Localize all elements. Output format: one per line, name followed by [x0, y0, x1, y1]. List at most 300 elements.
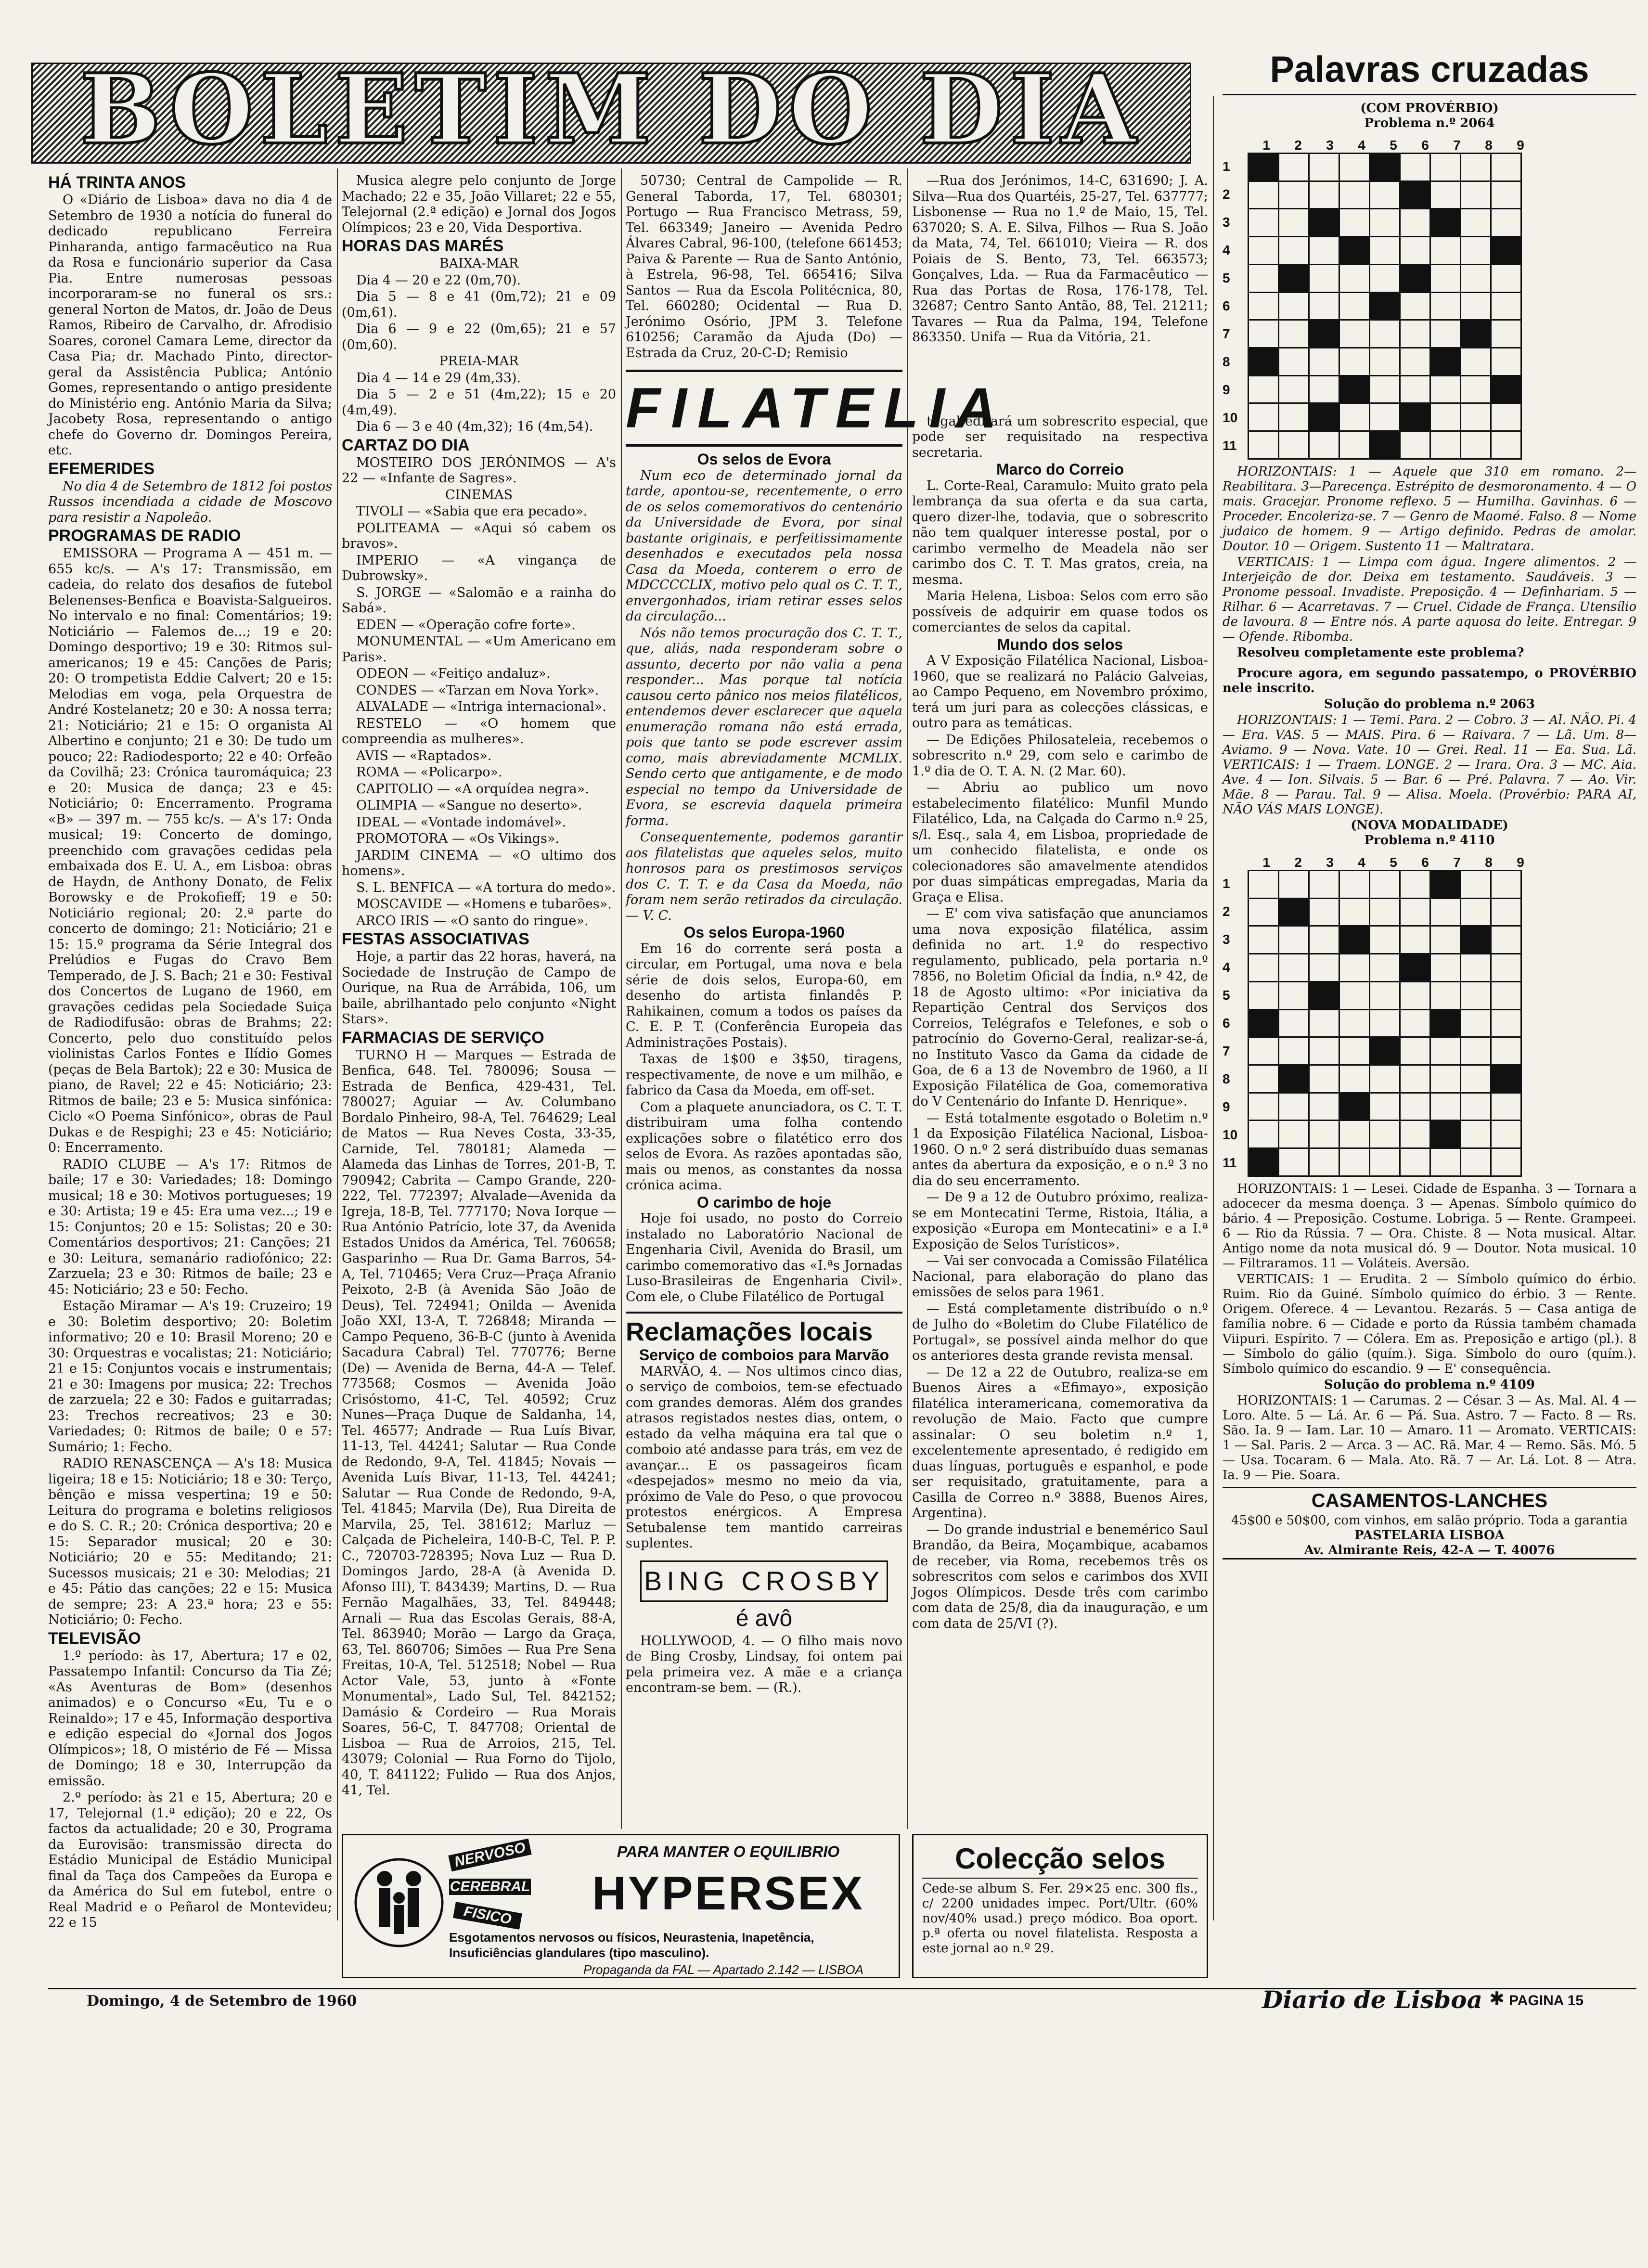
- column-rule: [621, 168, 622, 1829]
- grid-cell: [1279, 1065, 1309, 1093]
- grid-cell: [1461, 320, 1491, 348]
- grid-cell: [1430, 1148, 1461, 1176]
- grid-cell: [1491, 154, 1521, 181]
- grid-cell: [1430, 898, 1461, 926]
- grid-column-number: 4: [1358, 138, 1365, 153]
- grid-cell: [1279, 1121, 1309, 1148]
- grid-cell: [1491, 403, 1521, 431]
- grid-cell: [1370, 1121, 1400, 1148]
- masthead-banner: [31, 53, 1191, 166]
- grid-cell: [1430, 292, 1461, 320]
- grid-cell: [1370, 898, 1400, 926]
- grid-row-number: 10: [1223, 410, 1238, 425]
- section-heading: EFEMERIDES: [48, 459, 155, 478]
- grid-row-number: 1: [1223, 876, 1230, 891]
- article-paragraph: HOLLYWOOD, 4. — O filho mais novo de Bing Crosby, Lindsay, foi ontem pai pela primeira vez. A mãe e a criança encontram-se bem. — (R.).: [626, 1633, 902, 1695]
- grid-cell: [1370, 981, 1400, 1009]
- grid-cell: [1491, 181, 1521, 209]
- grid-cell: [1430, 1009, 1461, 1037]
- grid-cell: [1309, 1065, 1339, 1093]
- grid-cell: [1309, 1037, 1339, 1065]
- crossword-heading: Palavras cruzadas: [1270, 49, 1589, 90]
- grid-cell: [1279, 1093, 1309, 1121]
- listing-item: RESTELO — «O homem que compreendia as mulheres».: [342, 716, 616, 747]
- grid-cell: [1370, 209, 1400, 237]
- section-heading: Serviço de comboios para Marvão: [639, 1346, 889, 1364]
- grid-cell: [1279, 209, 1309, 237]
- heading-rule: [1223, 94, 1636, 95]
- grid-cell: [1249, 209, 1279, 237]
- grid-row-number: 7: [1223, 326, 1230, 341]
- grid-cell: [1461, 1065, 1491, 1093]
- grid-cell: [1279, 1009, 1309, 1037]
- grid-cell: [1309, 898, 1339, 926]
- grid-cell: [1339, 264, 1370, 292]
- article-paragraph: — De 9 a 12 de Outubro próximo, realiza-se em Montecatini Terme, Ristoia, Itália, a exposição «Europa em Montecatini» e a I.ª Exposição de Selos Turísticos».: [912, 1190, 1208, 1252]
- grid-cell: [1491, 981, 1521, 1009]
- grid-cell: [1400, 403, 1430, 431]
- section-heading: CARTAZ DO DIA: [342, 436, 470, 454]
- grid-row-number: 6: [1223, 298, 1230, 313]
- grid-cell: [1339, 926, 1370, 954]
- cinema-subheading: CINEMAS: [445, 487, 513, 503]
- grid-cell: [1400, 154, 1430, 181]
- grid-cell: [1430, 181, 1461, 209]
- grid-column-number: 3: [1326, 855, 1334, 870]
- grid-cell: [1400, 375, 1430, 403]
- grid-cell: [1309, 1009, 1339, 1037]
- crossword-problem-number: Problema n.º 4110: [1364, 833, 1495, 848]
- grid-cell: [1339, 431, 1370, 459]
- grid-cell: [1370, 403, 1400, 431]
- grid-cell: [1339, 1009, 1370, 1037]
- grid-column-number: 9: [1517, 138, 1524, 153]
- grid-cell: [1491, 375, 1521, 403]
- section-heading: HORAS DAS MARÉS: [342, 237, 504, 255]
- tide-line: Dia 6 — 3 e 40 (4m,32); 16 (4m,54).: [356, 419, 593, 434]
- footer-page-number: PAGINA 15: [1509, 1993, 1584, 2009]
- grid-cell: [1400, 898, 1430, 926]
- grid-cell: [1400, 237, 1430, 265]
- grid-cell: [1309, 431, 1339, 459]
- crossword-subtitle: (NOVA MODALIDADE): [1351, 818, 1508, 833]
- article-paragraph: tugal editará um sobrescrito especial, que pode ser requisitado na respectiva secretaria.: [912, 413, 1208, 460]
- grid-cell: [1249, 1093, 1279, 1121]
- section-heading: Mundo dos selos: [997, 635, 1123, 653]
- grid-cell: [1309, 264, 1339, 292]
- grid-cell: [1249, 898, 1279, 926]
- crossword-grid-2: [1223, 855, 1636, 1177]
- listing-item: ROMA — «Policarpo».: [356, 765, 502, 780]
- grid-cell: [1249, 431, 1279, 459]
- tide-subheading: BAIXA-MAR: [439, 256, 519, 271]
- grid-row-number: 2: [1223, 904, 1230, 919]
- article-paragraph: Taxas de 1$00 e 3$50, tiragens, respectivamente, de nove e um milhão, e fabrico da Casa da Moeda, em off-set.: [626, 1052, 902, 1098]
- grid-cell: [1370, 264, 1400, 292]
- grid-cell: [1430, 1065, 1461, 1093]
- section-heading: TELEVISÃO: [48, 1629, 141, 1648]
- grid-cell: [1491, 1009, 1521, 1037]
- grid-cell: [1370, 237, 1400, 265]
- grid-cell: [1430, 264, 1461, 292]
- grid-cell: [1279, 431, 1309, 459]
- grid-cell: [1370, 375, 1400, 403]
- crossword-grid-1: [1223, 138, 1636, 460]
- grid-column-number: 1: [1262, 855, 1270, 870]
- casamentos-text: 45$00 e 50$00, com vinhos, em salão próprio. Toda a garantia: [1231, 1513, 1628, 1528]
- grid-cell: [1461, 181, 1491, 209]
- section-heading: HÁ TRINTA ANOS: [48, 173, 186, 192]
- bing-crosby-heading: BING CROSBY: [640, 1560, 888, 1602]
- grid-cell: [1370, 1093, 1400, 1121]
- hypersex-ad: [342, 1834, 900, 1978]
- grid-cell: [1461, 981, 1491, 1009]
- tide-line: Dia 4 — 14 e 29 (4m,33).: [356, 370, 521, 386]
- article-paragraph: — Vai ser convocada a Comissão Filatélica Nacional, para elaboração do plano das emissões de selos para 1961.: [912, 1253, 1208, 1300]
- listing-item: MONUMENTAL — «Um Americano em Paris».: [342, 634, 616, 665]
- grid-cell: [1461, 926, 1491, 954]
- grid-cell: [1309, 1093, 1339, 1121]
- grid-cell: [1339, 403, 1370, 431]
- grid-column-number: 1: [1262, 138, 1270, 153]
- article-paragraph: Com a plaquete anunciadora, os C. T. T. distribuiram uma folha contendo explicações sobre o filatético erro dos selos de Evora. As razões apontadas são, mais ou menos, as constantes da nossa crónica acima.: [626, 1099, 902, 1193]
- grid-cell: [1370, 1009, 1400, 1037]
- grid-cell: [1249, 1037, 1279, 1065]
- grid-cell: [1461, 154, 1491, 181]
- grid-cell: [1461, 264, 1491, 292]
- grid-row-number: 4: [1223, 243, 1230, 258]
- clues-paragraph: HORIZONTAIS: 1 — Aquele que 310 em romano. 2—Reabilitara. 3—Parecença. Estrépito de desmoronamento. 4 — O mais. Gracejar. Pronome reflexo. 5 — Humilha. Gavinhas. 6 — Proceder. Encoleriza-se. 7 — Genro de Maomé. Falso. 8 — Nome judaico de homem. 9 — Artigo definido. Pedras de amolar. Doutor. 10 — Origem. Sustento 11 — Maltratara.: [1223, 464, 1636, 554]
- article-paragraph: 50730; Central de Campolide — R. General Taborda, 17, Tel. 680301; Portugo — Rua Francisco Metrass, 59, Tel. 663349; Janeiro — Avenida Pedro Álvares Cabral, 96-100, (telefone 661453; Paiva & Parente — Rua de Santo António, à Estrela, 96-98, Tel. 665416; Silva Santos — Rua da Escola Politécnica, 80, Tel. 660280; Ocidental — Rua D. Jerónimo Osório, JPM 3. Telefone 610256; Caramão da Ajuda (Do) — Estrada da Cruz, 20-C-D; Remisio: [626, 173, 902, 361]
- column-4: [912, 173, 1208, 1829]
- crossword-column: [1223, 101, 1636, 1920]
- crossword-question: Resolveu completamente este problema?: [1237, 645, 1524, 660]
- solution-title: Solução do problema n.º 4109: [1324, 1378, 1535, 1392]
- tide-line: Dia 6 — 9 e 22 (0m,65); 21 e 57 (0m,60).: [342, 322, 616, 352]
- grid-row-number: 8: [1223, 354, 1230, 369]
- filatelia-banner: FILATELIA: [626, 370, 902, 447]
- reclamacoes-heading: Reclamações locais: [626, 1312, 902, 1347]
- article-paragraph: Num eco de determinado jornal da tarde, apontou-se, recentemente, o erro de os selos comemorativos do centenário da Universidade de Evora, por sinal bastante originais, e perfeitissimamente desenhados e executados pela nossa Casa da Moeda, conterem o erro de MDCCCCLIX, motivo pelo qual os C. T. T., envergonhados, iriam retirar esses selos da circulação...: [626, 468, 902, 624]
- grid-cell: [1461, 375, 1491, 403]
- grid-cell: [1461, 1093, 1491, 1121]
- article-paragraph: — Está completamente distribuído o n.º de Julho do «Boletim do Clube Filatélico de Portugal», se possível ainda melhor do que os anteriores desta grande revista mensal.: [912, 1301, 1208, 1363]
- grid-column-number: 5: [1390, 855, 1397, 870]
- grid-cell: [1279, 264, 1309, 292]
- grid-cell: [1461, 954, 1491, 982]
- grid-cell: [1309, 954, 1339, 982]
- footer-paper-name: Diario de Lisboa: [1262, 1985, 1482, 2014]
- grid-cell: [1370, 292, 1400, 320]
- section-heading: Os selos Europa-1960: [683, 924, 845, 941]
- section-heading: Marco do Correio: [996, 461, 1124, 478]
- coleccao-selos-ad: [912, 1834, 1208, 1978]
- solution-title: Solução do problema n.º 2063: [1324, 697, 1535, 711]
- grid-column-number: 3: [1326, 138, 1334, 153]
- footer-star: ✱: [1489, 1988, 1505, 2009]
- section-heading: FARMACIAS DE SERVIÇO: [342, 1028, 544, 1047]
- grid-cell: [1279, 403, 1309, 431]
- article-paragraph: RADIO CLUBE — A's 17: Ritmos de baile; 17 e 30: Variedades; 18: Domingo musical; 18 e 30: Motivos portugueses; 19 e 30: Artista; 19 e 45: Era uma vez...; 19 e 15: Conjuntos; 20 e 15: Solistas; 20 e 30: Comentários desportivos; 21: Canções; 21 e 30: Leitura, semanário radiofónico; 22: Zarzuela; 23 e 30: Ritmos de baile; 23 e 45: Noticiário; 23 e 50: Fecho.: [48, 1157, 332, 1297]
- grid-column-number: 6: [1421, 855, 1429, 870]
- article-paragraph: L. Corte-Real, Caramulo: Muito grato pela lembrança da sua oferta e da sua carta, quero dizer-lhe, todavia, que o sobrescrito não tem qualquer interesse postal, por o carimbo vermelho de Meadela não ser carimbo dos C. T. T. Mas gratos, creia, na mesma.: [912, 478, 1208, 587]
- grid-cell: [1249, 264, 1279, 292]
- grid-cell: [1249, 926, 1279, 954]
- grid-cell: [1491, 320, 1521, 348]
- grid-cell: [1430, 375, 1461, 403]
- column-1: [48, 173, 332, 1930]
- grid-cell: [1249, 348, 1279, 376]
- article-paragraph: — Do grande industrial e benemérico Saul Brandão, da Beira, Moçambique, acabamos de receber, via Roma, recebemos três os sobrescritos com selos e carimbos dos XVII Jogos Olímpicos. Desde três com carimbo com data de 25/8, dia da inauguração, e um com data de 25/VI (?).: [912, 1522, 1208, 1631]
- grid-cell: [1430, 431, 1461, 459]
- grid-cell: [1279, 898, 1309, 926]
- article-paragraph: — De 12 a 22 de Outubro, realiza-se em Buenos Aires a «Efimayo», exposição filatélica interamericana, comemorativa da revolução de Maio. Facto que cumpre assinalar: O seu boletim n.º 1, excelentemente apresentado, é redigido em duas línguas, português e espanhol, e pode ser requisitado, gratuitamente, para a Casilla de Correo n.º 3888, Buenos Aires, Argentina).: [912, 1365, 1208, 1521]
- grid-row-number: 9: [1223, 1099, 1230, 1114]
- grid-cell: [1279, 1037, 1309, 1065]
- article-paragraph: 2.º período: às 21 e 15, Abertura; 20 e 17, Telejornal (1.ª edição); 20 e 22, Os factos da actualidade; 20 e 30, Programa da Eurovisão: transmissão directa do Estádio Municipal de Estádio Municipal final da Taça dos Campeões da Europa e da América do Sul em futebol, entre o Real Madrid e o Peñarol de Montevideu; 22 e 15: [48, 1790, 332, 1930]
- grid-cell: [1249, 181, 1279, 209]
- grid-row-number: 2: [1223, 187, 1230, 202]
- grid-cell: [1249, 981, 1279, 1009]
- grid-cell: [1309, 981, 1339, 1009]
- grid-cell: [1430, 209, 1461, 237]
- grid-row-number: 1: [1223, 159, 1230, 174]
- grid-cell: [1249, 237, 1279, 265]
- grid-cell: [1461, 1148, 1491, 1176]
- grid-cell: [1339, 1148, 1370, 1176]
- figures-illustration: [351, 1845, 447, 1970]
- section-heading: PROGRAMAS DE RADIO: [48, 527, 241, 545]
- article-paragraph: Em 16 do corrente será posta a circular, em Portugal, uma nova e bela série de dois selos, Europa-60, em desenho do artista finlandês P. Rahikainen, comum a todos os países da C. E. P. T. (Conferência Europeia das Administrações Postais).: [626, 941, 902, 1050]
- ad-label-cerebral: CEREBRAL: [450, 1879, 530, 1894]
- grid-cell: [1491, 237, 1521, 265]
- grid-cell: [1491, 954, 1521, 982]
- grid-cell: [1249, 320, 1279, 348]
- grid-cell: [1279, 320, 1309, 348]
- ad-label-nervoso: NERVOSO: [448, 1839, 531, 1872]
- grid-cell: [1491, 926, 1521, 954]
- listing-item: EDEN — «Operação cofre forte».: [356, 617, 576, 632]
- grid-cell: [1461, 1121, 1491, 1148]
- grid-cell: [1279, 981, 1309, 1009]
- ad-title: Colecção selos: [922, 1840, 1198, 1879]
- article-paragraph: — Está totalmente esgotado o Boletim n.º 1 da Exposição Filatélica Nacional, Lisboa-1960. O n.º 2 será distribuído duas semanas antes da abertura da exposição, e o n.º 3 no dia do seu encerramento.: [912, 1110, 1208, 1188]
- grid-cell: [1491, 292, 1521, 320]
- crossword-subtitle: (COM PROVÉRBIO): [1360, 101, 1499, 116]
- section-heading: Os selos de Evora: [697, 451, 831, 468]
- article-paragraph: No dia 4 de Setembro de 1812 foi postos Russos incendiada a cidade de Moscovo para resistir a Napoleão.: [48, 478, 332, 525]
- grid-column-number: 2: [1294, 855, 1302, 870]
- grid-cell: [1339, 209, 1370, 237]
- grid-row-number: 6: [1223, 1016, 1230, 1031]
- casamentos-address: Av. Almirante Reis, 42-A — T. 40076: [1304, 1543, 1555, 1558]
- grid-cell: [1309, 1148, 1339, 1176]
- column-rule: [337, 168, 338, 1920]
- grid-cell: [1309, 375, 1339, 403]
- grid-column-numbers: [1250, 138, 1636, 153]
- grid-cell: [1430, 926, 1461, 954]
- article-paragraph: A V Exposição Filatélica Nacional, Lisboa-1960, que se realizará no Palácio Galveias, ao Campo Pequeno, em Novembro próximo, terá um juri para as colecções clássicas, e outro para as temáticas.: [912, 653, 1208, 731]
- grid-cell: [1491, 209, 1521, 237]
- grid-cell: [1279, 954, 1309, 982]
- grid-cell: [1400, 1037, 1430, 1065]
- article-paragraph: MARVÃO, 4. — Nos ultimos cinco dias, o serviço de comboios, tem-se efectuado com grandes demoras. Além dos grandes atrasos registados nestes dias, ontem, o estado da velha máquina era tal que o comboio até andasse para trás, em vez de avançar... E os passageiros ficam «despejados» mesmo no meio da via, próximo de Vale do Peso, o que provocou protestos enérgicos. A Empresa Setubalense tem mantido carreiras suplentes.: [626, 1364, 902, 1551]
- grid-row-number: 3: [1223, 215, 1230, 230]
- listing-item: S. L. BENFICA — «A tortura do medo».: [356, 880, 616, 895]
- grid-cell: [1249, 375, 1279, 403]
- grid-cell: [1400, 981, 1430, 1009]
- grid-cell: [1339, 1121, 1370, 1148]
- grid-cell: [1400, 320, 1430, 348]
- tide-subheading: PREIA-MAR: [439, 354, 519, 369]
- listing-item: CAPITOLIO — «A orquídea negra».: [356, 781, 589, 797]
- grid-row-numbers: [1223, 153, 1248, 460]
- grid-cell: [1339, 1065, 1370, 1093]
- grid-cell: [1400, 181, 1430, 209]
- listing-item: OLIMPIA — «Sangue no deserto».: [356, 798, 582, 813]
- crossword-proverb-note: Procure agora, em segundo passatempo, o PROVÉRBIO nele inscrito.: [1223, 666, 1636, 696]
- grid-cell: [1400, 954, 1430, 982]
- grid-cell: [1279, 375, 1309, 403]
- grid-cell: [1249, 292, 1279, 320]
- listing-item: PROMOTORA — «Os Vikings».: [356, 831, 559, 846]
- listing-item: S. JORGE — «Salomão e a rainha do Sabá».: [342, 585, 616, 616]
- grid-row-number: 7: [1223, 1044, 1230, 1058]
- grid-cell: [1461, 292, 1491, 320]
- grid-cell: [1430, 871, 1461, 899]
- article-paragraph: Estação Miramar — A's 19: Cruzeiro; 19 e 30: Boletim desportivo; 20: Boletim informativo; 20 e 10: Brasil Moreno; 20 e 30: Orquestras e vocalistas; 21: Noticiário; 21 e 15: Conjuntos vocais e instrumentais; 21 e 30: Imagens por musica; 22: Trechos de zarzuela; 22 e 30: Fados e guitarradas; 23: Trechos recreativos; 23 e 30: Variedades; 0: Ritmos de baile; 0 e 57: Sumário; 1: Fecho.: [48, 1299, 332, 1455]
- grid-cell: [1400, 926, 1430, 954]
- grid-cell: [1461, 431, 1491, 459]
- casamentos-ad: [1223, 1487, 1636, 1559]
- grid-cell: [1339, 954, 1370, 982]
- grid-cell: [1400, 1009, 1430, 1037]
- grid-cell: [1309, 403, 1339, 431]
- tide-line: Dia 5 — 8 e 41 (0m,72); 21 e 09 (0m,61).: [342, 289, 616, 320]
- grid-cell: [1370, 320, 1400, 348]
- column-3: [626, 173, 1007, 1829]
- grid-cell: [1339, 1093, 1370, 1121]
- ad-brand: HYPERSEX: [592, 1867, 864, 1920]
- grid-cell: [1400, 209, 1430, 237]
- grid-cell: [1309, 154, 1339, 181]
- grid-cell: [1249, 1121, 1279, 1148]
- grid-column-number: 7: [1453, 138, 1461, 153]
- listing-item: CONDES — «Tarzan em Nova York».: [356, 683, 599, 698]
- clues-paragraph: VERTICAIS: 1 — Limpa com água. Ingere alimentos. 2 — Interjeição de dor. Deixa em testamento. Saudáveis. 3 — Pronome pessoal. Invadiste. Preposição. 4 — Definhariam. 5 — Rilhar. 6 — Acarretavas. 7 — Cruel. Cidade de França. Utensílio de lavoura. 8 — Entre nós. A parte aquosa do leite. Entregar. 9 — Ofende. Ribomba.: [1223, 555, 1636, 644]
- grid-cell: [1400, 1065, 1430, 1093]
- grid-cell: [1249, 954, 1279, 982]
- grid-cell: [1309, 209, 1339, 237]
- grid-cell: [1491, 898, 1521, 926]
- grid-cell: [1430, 981, 1461, 1009]
- article-paragraph: — E' com viva satisfação que anunciamos uma nova exposição filatélica, assim definida no art. 1.º do respectivo regulamento, publicado, pela portaria n.º 7856, no Boletim Oficial da Índia, n.º 42, de 18 de Agosto ultimo: «Por iniciativa da Repartição Central dos Serviços dos Correios, Telégrafos e Telefones, e sob o patrocínio do Governo-Geral, realizar-se-á, no Instituto Vasco da Gama da cidade de Goa, de 6 a 13 de Novembro de 1960, a II Exposição Filatélica de Goa, comemorativa do V Centenário do Infante D. Henrique».: [912, 906, 1208, 1109]
- grid-cell: [1279, 181, 1309, 209]
- grid-cell: [1309, 181, 1339, 209]
- grid-cell: [1339, 154, 1370, 181]
- grid-cell: [1249, 871, 1279, 899]
- grid-column-number: 5: [1390, 138, 1397, 153]
- grid-cell: [1370, 871, 1400, 899]
- grid-cell: [1461, 898, 1491, 926]
- tide-line: Dia 5 — 2 e 51 (4m,22); 15 e 20 (4m,49).: [342, 387, 616, 418]
- grid-cell: [1430, 348, 1461, 376]
- grid-cell: [1339, 1037, 1370, 1065]
- article-paragraph: TURNO H — Marques — Estrada de Benfica, 648. Tel. 780096; Sousa — Estrada de Benfica, 429-431, Tel. 780027; Aguiar — Av. Columbano Bordalo Pinheiro, 98-A, Tel. 764629; Leal de Matos — Rua Neves Costa, 33-35, Carnide, Tel. 780181; Alameda — Alameda das Linhas de Torres, 201-B, T. 790942; Cabrita — Campo Grande, 220-222, Tel. 772397; Alvalade—Avenida da Igreja, 18-B, Tel. 777170; Nova Iorque — Rua António Patrício, lote 37, da Avenida Estados Unidos da América, Tel. 760658; Gasparinho — Rua Dr. Gama Barros, 54-A, Tel. 710465; Vera Cruz—Praça Afranio Peixoto, 2-B (à Avenida São João de Deus), Tel. 724941; Onilda — Avenida João XXI, 13-A, T. 726848; Miranda — Campo Pequeno, 36-B-C (junto à Avenida Sacadura Cabral) Tel. 770776; Berne (De) — Avenida de Berna, 44-A — Telef. 773568; Cosmos — Avenida João Crisóstomo, 41-C, Tel. 40592; Cruz Nunes—Praça Duque de Saldanha, 14, Tel. 46577; Andrade — Rua Luís Bivar, 11-13, Tel. 44241; Salutar — Rua Conde de Redondo, 9-A, Tel. 41845; Novais — Avenida Luís Bivar, 11-13, Tel. 44241; Salutar — Rua Conde de Redondo, 9-A, Tel. 41845; Marvila (De), Rua Direita de Marvila, 25, Tel. 381612; Marluz — Calçada de Picheleira, 140-B-C, Tel. P. P. C., 720703-728395; Nova Luz — Rua D. Domingos Jardo, 28-A (à Avenida D. Afonso III), T. 843439; Martins, D. — Rua Fernão Magalhães, 33, Tel. 849448; Arnali — Rua das Escolas Gerais, 88-A, Tel. 863940; Morão — Largo da Graça, 63, Tel. 860706; Simões — Rua Pre Sena Freitas, 10-A, Tel. 512518; Nobel — Rua Actor Vale, 53, junto à «Fonte Monumental», Lado Sul, Tel. 842152; Damásio & Cordeiro — Rua Morais Soares, 56-C, T. 847708; Oriental de Lisboa — Rua de Arroios, 215, Tel. 43079; Colonial — Rua Forno do Tijolo, 40, T. 841122; Fulido — Rua dos Anjos, 41, Tel.: [342, 1047, 616, 1798]
- grid-cell: [1400, 1093, 1430, 1121]
- grid-cell: [1309, 237, 1339, 265]
- article-paragraph: Nós não temos procuração dos C. T. T., que, aliás, nada responderam sobre o assunto, decerto por não valia a pena responder... Mas porque tal notícia causou certo pânico nos meios filatélicos, entendemos dever esclarecer que aquela enumeração romana não está errada, pois que tanto se pode escrever assim como, mais abreviadamente MCMLIX. Sendo certo que antigamente, e de modo especial no tempo da Universidade de Evora, se escrevia daquela primeira forma.: [626, 625, 902, 828]
- grid-column-number: 7: [1453, 855, 1461, 870]
- grid-cell: [1279, 871, 1309, 899]
- grid-cell: [1491, 431, 1521, 459]
- grid-row-number: 5: [1223, 988, 1230, 1003]
- grid-cell: [1400, 264, 1430, 292]
- grid-cell: [1249, 1148, 1279, 1176]
- grid-column-numbers: [1250, 855, 1636, 870]
- article-paragraph: Consequentemente, podemos garantir aos filatelistas que aqueles selos, muito honrosos para os prestimosos serviços dos C. T. T. e da Casa da Moeda, não foram nem serão retirados da circulação. — V. C.: [626, 830, 902, 923]
- grid-cell: [1400, 348, 1430, 376]
- grid-cell: [1491, 871, 1521, 899]
- grid-cell: [1339, 981, 1370, 1009]
- article-paragraph: — Abriu ao publico um novo estabelecimento filatélico: Munfil Mundo Filatélico, Lda, na Calçada do Carmo n.º 25, s/l. Esq., sala 4, em Lisboa, propriedade de um conhecido filatelista, e onde os colecionadores são amavelmente atendidos por duas simpáticas empregadas, Maria da Graça e Elisa.: [912, 780, 1208, 905]
- grid-cell: [1491, 1037, 1521, 1065]
- clues-paragraph: HORIZONTAIS: 1 — Lesei. Cidade de Espanha. 3 — Tornara a adocecer da mesma doença. 3 — Apenas. Símbolo químico do bário. 4 — Preposição. Costume. Lobriga. 5 — Rente. Grampeei. 6 — Rio da Rússia. 7 — Ora. Chiste. 8 — Nota musical. Altar. Antigo nome da nota musical dó. 9 — Doutor. Nota musical. 10 — Filtraramos. 11 — Voláteis. Aversão.: [1223, 1182, 1636, 1271]
- grid-cell: [1461, 209, 1491, 237]
- grid-cell: [1461, 237, 1491, 265]
- grid-cell: [1461, 1009, 1491, 1037]
- grid-column-number: 2: [1294, 138, 1302, 153]
- grid-column-number: 8: [1485, 855, 1493, 870]
- grid-cell: [1309, 348, 1339, 376]
- grid-cell: [1461, 403, 1491, 431]
- grid-cell: [1309, 871, 1339, 899]
- grid-cell: [1400, 871, 1430, 899]
- grid-cell: [1279, 292, 1309, 320]
- grid-cell: [1430, 954, 1461, 982]
- grid-cell: [1370, 431, 1400, 459]
- listing-item: JARDIM CINEMA — «O ultimo dos homens».: [342, 848, 616, 878]
- clues-paragraph: VERTICAIS: 1 — Erudita. 2 — Símbolo químico do érbio. Ruim. Rio da Guiné. Símbolo químico do érbio. 3 — Rente. Origem. Oferece. 4 — Levantou. Rezarás. 5 — Casa antiga de família nobre. 6 — Cidade e porto da Rússia também chamada Viipuri. Espírito. 7 — Cólera. Em as. Preposição e artigo (pl.). 8 — Símbolo do gálio (quím.). Siga. Símbolo do ouro (quím.). Símbolo químico do escandio. 9 — E' consequência.: [1223, 1272, 1636, 1376]
- grid-cell: [1339, 348, 1370, 376]
- crossword-grid-table: [1248, 870, 1522, 1177]
- grid-row-number: 3: [1223, 932, 1230, 947]
- solution-paragraph: HORIZONTAIS: 1 — Temi. Para. 2 — Cobro. 3 — Al. NÃO. Pi. 4 — Era. VAS. 5 — MAIS. Pira. 6 — Raivara. 7 — Lã. Um. 8—Aviamo. 9 — Nova. Vate. 10 — Grei. Real. 11 — Ea. Sua. Lã. VERTICAIS: 1 — Traem. LONGE. 2 — Irara. Ora. 3 — MC. Aia. Ave. 4 — Ion. Silvais. 5 — Bar. 6 — Pré. Palavra. 7 — Ao. Vir. Mãe. 8 — Parau. Tal. 9 — Alisa. Moela. (Provérbio: PARA AI, NÃO VÁS MAIS LONGE).: [1223, 713, 1636, 817]
- grid-cell: [1430, 320, 1461, 348]
- grid-cell: [1461, 871, 1491, 899]
- grid-cell: [1370, 181, 1400, 209]
- grid-cell: [1309, 1121, 1339, 1148]
- grid-cell: [1491, 348, 1521, 376]
- grid-cell: [1309, 320, 1339, 348]
- listing-item: POLITEAMA — «Aqui só cabem os bravos».: [342, 520, 616, 551]
- masthead-title: BOLETIM DO DIA: [79, 53, 1143, 166]
- crossword-grid-table: [1248, 153, 1522, 460]
- grid-cell: [1400, 292, 1430, 320]
- article-paragraph: 1.º período: às 17, Abertura; 17 e 02, Passatempo Infantil: Concurso da Tia Zé; «As Aventuras de Bom» (desenhos animados) e o Concurso «Eu, Tu e o Reinaldo»; 17 e 45, Informação desportiva e edição especial do «Jornal dos Jogos Olímpicos»; 18, O mistério de Fé — Missa de Domingo; 18 e 30, Interrupção da emissão.: [48, 1648, 332, 1789]
- grid-row-number: 11: [1223, 1155, 1237, 1170]
- tide-line: Dia 4 — 20 e 22 (0m,70).: [356, 272, 521, 288]
- grid-cell: [1491, 1121, 1521, 1148]
- grid-cell: [1309, 292, 1339, 320]
- grid-cell: [1370, 1037, 1400, 1065]
- article-paragraph: Musica alegre pelo conjunto de Jorge Machado; 22 e 35, João Villaret; 22 e 55, Telejornal (2.ª edição) e Jornal dos Jogos Olímpicos; 23 e 20, Vida Desportiva.: [342, 173, 616, 235]
- grid-cell: [1339, 292, 1370, 320]
- grid-row-number: 10: [1223, 1127, 1238, 1142]
- grid-cell: [1370, 1065, 1400, 1093]
- grid-cell: [1491, 1148, 1521, 1176]
- grid-cell: [1370, 154, 1400, 181]
